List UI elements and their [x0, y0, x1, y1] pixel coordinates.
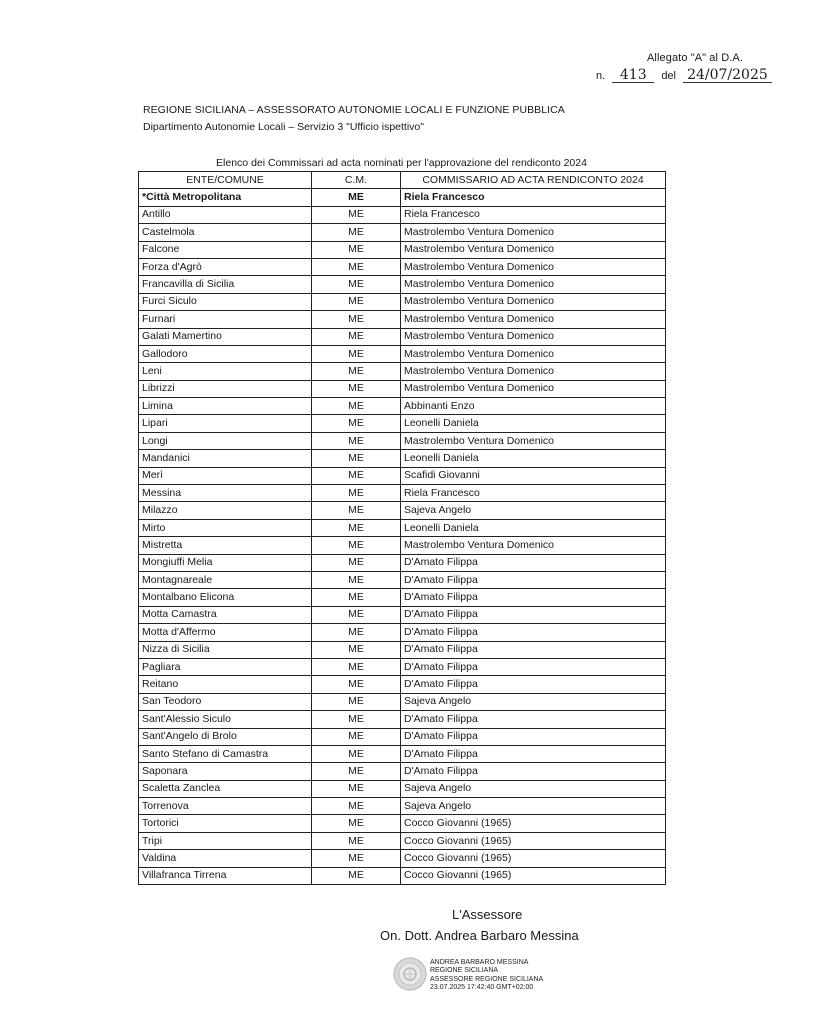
list-title: Elenco dei Commissari ad acta nominati per l'approvazione del rendiconto 2024: [216, 157, 587, 169]
table-header-row: [139, 172, 666, 189]
cell-cm: ME: [312, 850, 401, 867]
table-row: [139, 206, 666, 223]
cell-cm: ME: [312, 398, 401, 415]
cell-cm: ME: [312, 432, 401, 449]
cell-ente: Forza d'Agrò: [139, 258, 312, 275]
table-row: [139, 606, 666, 623]
table-row: [139, 293, 666, 310]
cell-cm: ME: [312, 293, 401, 310]
cell-ente: *Città Metropolitana: [139, 189, 312, 206]
cell-ente: Gallodoro: [139, 345, 312, 362]
cell-cm: ME: [312, 276, 401, 293]
cell-ente: Pagliara: [139, 658, 312, 675]
cell-ente: Tortorici: [139, 815, 312, 832]
table-row: [139, 745, 666, 762]
table-row: [139, 571, 666, 588]
column-header-cm: C.M.: [312, 172, 401, 189]
table-row: [139, 519, 666, 536]
table-row: [139, 763, 666, 780]
cell-cm: ME: [312, 537, 401, 554]
cell-commissario: Mastrolembo Ventura Domenico: [401, 241, 666, 258]
digital-seal-icon: [392, 956, 428, 992]
table-row: [139, 693, 666, 710]
cell-commissario: Mastrolembo Ventura Domenico: [401, 380, 666, 397]
cell-cm: ME: [312, 711, 401, 728]
cell-commissario: Riela Francesco: [401, 189, 666, 206]
cell-commissario: Riela Francesco: [401, 206, 666, 223]
decree-number: 413: [612, 68, 654, 83]
cell-ente: Nizza di Sicilia: [139, 641, 312, 658]
cell-commissario: Mastrolembo Ventura Domenico: [401, 258, 666, 275]
cell-ente: Milazzo: [139, 502, 312, 519]
cell-ente: Montagnareale: [139, 571, 312, 588]
cell-cm: ME: [312, 241, 401, 258]
table-row: [139, 641, 666, 658]
cell-ente: Valdina: [139, 850, 312, 867]
cell-ente: Reitano: [139, 676, 312, 693]
cell-ente: Villafranca Tirrena: [139, 867, 312, 884]
cell-cm: ME: [312, 206, 401, 223]
cell-cm: ME: [312, 502, 401, 519]
cell-ente: Falcone: [139, 241, 312, 258]
cell-commissario: D'Amato Filippa: [401, 658, 666, 675]
cell-cm: ME: [312, 519, 401, 536]
cell-commissario: D'Amato Filippa: [401, 571, 666, 588]
column-header-ente: ENTE/COMUNE: [139, 172, 312, 189]
decree-n-label: n.: [596, 70, 606, 82]
cell-commissario: D'Amato Filippa: [401, 606, 666, 623]
cell-cm: ME: [312, 311, 401, 328]
table-row: [139, 276, 666, 293]
table-row: [139, 502, 666, 519]
cell-cm: ME: [312, 624, 401, 641]
cell-ente: Motta d'Affermo: [139, 624, 312, 641]
cell-cm: ME: [312, 798, 401, 815]
table-row: [139, 224, 666, 241]
cell-cm: ME: [312, 224, 401, 241]
decree-number-line: [596, 68, 772, 83]
table-row: [139, 432, 666, 449]
cell-ente: Librizzi: [139, 380, 312, 397]
table-row: [139, 589, 666, 606]
cell-ente: Torrenova: [139, 798, 312, 815]
signature-name: On. Dott. Andrea Barbaro Messina: [380, 928, 579, 943]
table-row: [139, 189, 666, 206]
table-row: [139, 798, 666, 815]
cell-cm: ME: [312, 832, 401, 849]
cell-commissario: Cocco Giovanni (1965): [401, 815, 666, 832]
cell-commissario: Leonelli Daniela: [401, 450, 666, 467]
cell-cm: ME: [312, 815, 401, 832]
cell-commissario: D'Amato Filippa: [401, 589, 666, 606]
cell-commissario: Cocco Giovanni (1965): [401, 832, 666, 849]
cell-commissario: Cocco Giovanni (1965): [401, 867, 666, 884]
cell-cm: ME: [312, 467, 401, 484]
table-row: [139, 815, 666, 832]
cell-commissario: D'Amato Filippa: [401, 745, 666, 762]
cell-cm: ME: [312, 676, 401, 693]
cell-cm: ME: [312, 571, 401, 588]
cell-cm: ME: [312, 485, 401, 502]
cell-commissario: Abbinanti Enzo: [401, 398, 666, 415]
cell-commissario: D'Amato Filippa: [401, 728, 666, 745]
decree-date: 24/07/2025: [683, 68, 772, 83]
table-row: [139, 867, 666, 884]
cell-cm: ME: [312, 728, 401, 745]
column-header-commissario: COMMISSARIO AD ACTA RENDICONTO 2024: [401, 172, 666, 189]
allegato-reference: Allegato "A" al D.A.: [647, 52, 744, 64]
cell-ente: Mirto: [139, 519, 312, 536]
table-row: [139, 554, 666, 571]
table-row: [139, 711, 666, 728]
table-row: [139, 537, 666, 554]
cell-cm: ME: [312, 189, 401, 206]
cell-commissario: Mastrolembo Ventura Domenico: [401, 224, 666, 241]
cell-ente: Francavilla di Sicilia: [139, 276, 312, 293]
cell-cm: ME: [312, 780, 401, 797]
stamp-line: ASSESSORE REGIONE SICILIANA: [430, 975, 544, 983]
cell-ente: Furnari: [139, 311, 312, 328]
cell-cm: ME: [312, 328, 401, 345]
table-row: [139, 658, 666, 675]
cell-commissario: Mastrolembo Ventura Domenico: [401, 293, 666, 310]
cell-ente: Montalbano Elicona: [139, 589, 312, 606]
cell-ente: Motta Camastra: [139, 606, 312, 623]
cell-commissario: D'Amato Filippa: [401, 624, 666, 641]
cell-commissario: D'Amato Filippa: [401, 554, 666, 571]
table-row: [139, 850, 666, 867]
table-row: [139, 328, 666, 345]
cell-ente: Leni: [139, 363, 312, 380]
table-body: [139, 189, 666, 885]
cell-cm: ME: [312, 363, 401, 380]
table-row: [139, 450, 666, 467]
cell-commissario: Sajeva Angelo: [401, 798, 666, 815]
cell-commissario: Sajeva Angelo: [401, 780, 666, 797]
table-row: [139, 676, 666, 693]
table-row: [139, 780, 666, 797]
cell-ente: Limina: [139, 398, 312, 415]
cell-commissario: D'Amato Filippa: [401, 676, 666, 693]
cell-commissario: Sajeva Angelo: [401, 693, 666, 710]
cell-ente: Tripi: [139, 832, 312, 849]
table-row: [139, 241, 666, 258]
cell-cm: ME: [312, 554, 401, 571]
cell-commissario: Mastrolembo Ventura Domenico: [401, 363, 666, 380]
table-row: [139, 380, 666, 397]
cell-ente: Messina: [139, 485, 312, 502]
cell-cm: ME: [312, 867, 401, 884]
cell-ente: Sant'Alessio Siculo: [139, 711, 312, 728]
cell-commissario: Mastrolembo Ventura Domenico: [401, 311, 666, 328]
cell-ente: Galati Mamertino: [139, 328, 312, 345]
cell-commissario: Mastrolembo Ventura Domenico: [401, 328, 666, 345]
cell-commissario: Mastrolembo Ventura Domenico: [401, 345, 666, 362]
stamp-line: REGIONE SICILIANA: [430, 967, 499, 975]
cell-ente: Castelmola: [139, 224, 312, 241]
cell-cm: ME: [312, 606, 401, 623]
digital-signature-stamp: [430, 959, 543, 992]
cell-cm: ME: [312, 380, 401, 397]
cell-commissario: D'Amato Filippa: [401, 711, 666, 728]
stamp-line: 23.07.2025 17:42:40 GMT+02:00: [430, 983, 534, 991]
cell-commissario: D'Amato Filippa: [401, 641, 666, 658]
cell-ente: Antillo: [139, 206, 312, 223]
table-row: [139, 832, 666, 849]
cell-ente: Merì: [139, 467, 312, 484]
signature-role: L'Assessore: [452, 907, 523, 922]
table-row: [139, 363, 666, 380]
header-region: REGIONE SICILIANA – ASSESSORATO AUTONOMIE LOCALI E FUNZIONE PUBBLICA: [143, 104, 565, 116]
cell-ente: Scaletta Zanclea: [139, 780, 312, 797]
cell-cm: ME: [312, 258, 401, 275]
table-row: [139, 467, 666, 484]
cell-cm: ME: [312, 763, 401, 780]
cell-commissario: Leonelli Daniela: [401, 415, 666, 432]
table-row: [139, 728, 666, 745]
table-row: [139, 485, 666, 502]
cell-commissario: Mastrolembo Ventura Domenico: [401, 276, 666, 293]
cell-cm: ME: [312, 658, 401, 675]
cell-ente: Mandanici: [139, 450, 312, 467]
decree-del-label: del: [661, 70, 676, 82]
cell-cm: ME: [312, 693, 401, 710]
cell-ente: Longi: [139, 432, 312, 449]
cell-commissario: Scafidi Giovanni: [401, 467, 666, 484]
cell-cm: ME: [312, 589, 401, 606]
cell-ente: Lipari: [139, 415, 312, 432]
cell-ente: San Teodoro: [139, 693, 312, 710]
cell-commissario: D'Amato Filippa: [401, 763, 666, 780]
cell-commissario: Mastrolembo Ventura Domenico: [401, 537, 666, 554]
table-row: [139, 311, 666, 328]
cell-cm: ME: [312, 745, 401, 762]
cell-ente: Saponara: [139, 763, 312, 780]
cell-ente: Santo Stefano di Camastra: [139, 745, 312, 762]
cell-cm: ME: [312, 450, 401, 467]
header-department: Dipartimento Autonomie Locali – Servizio 3 "Ufficio ispettivo": [143, 121, 424, 133]
cell-cm: ME: [312, 415, 401, 432]
cell-ente: Mistretta: [139, 537, 312, 554]
table-row: [139, 415, 666, 432]
table-row: [139, 398, 666, 415]
cell-commissario: Leonelli Daniela: [401, 519, 666, 536]
cell-cm: ME: [312, 641, 401, 658]
stamp-line: ANDREA BARBARO MESSINA: [430, 959, 529, 966]
cell-cm: ME: [312, 345, 401, 362]
cell-commissario: Cocco Giovanni (1965): [401, 850, 666, 867]
table-row: [139, 258, 666, 275]
cell-ente: Sant'Angelo di Brolo: [139, 728, 312, 745]
cell-commissario: Sajeva Angelo: [401, 502, 666, 519]
cell-commissario: Mastrolembo Ventura Domenico: [401, 432, 666, 449]
cell-ente: Furci Siculo: [139, 293, 312, 310]
cell-ente: Mongiuffi Melia: [139, 554, 312, 571]
table-row: [139, 624, 666, 641]
commissioners-table: [138, 171, 666, 885]
table-row: [139, 345, 666, 362]
cell-commissario: Riela Francesco: [401, 485, 666, 502]
